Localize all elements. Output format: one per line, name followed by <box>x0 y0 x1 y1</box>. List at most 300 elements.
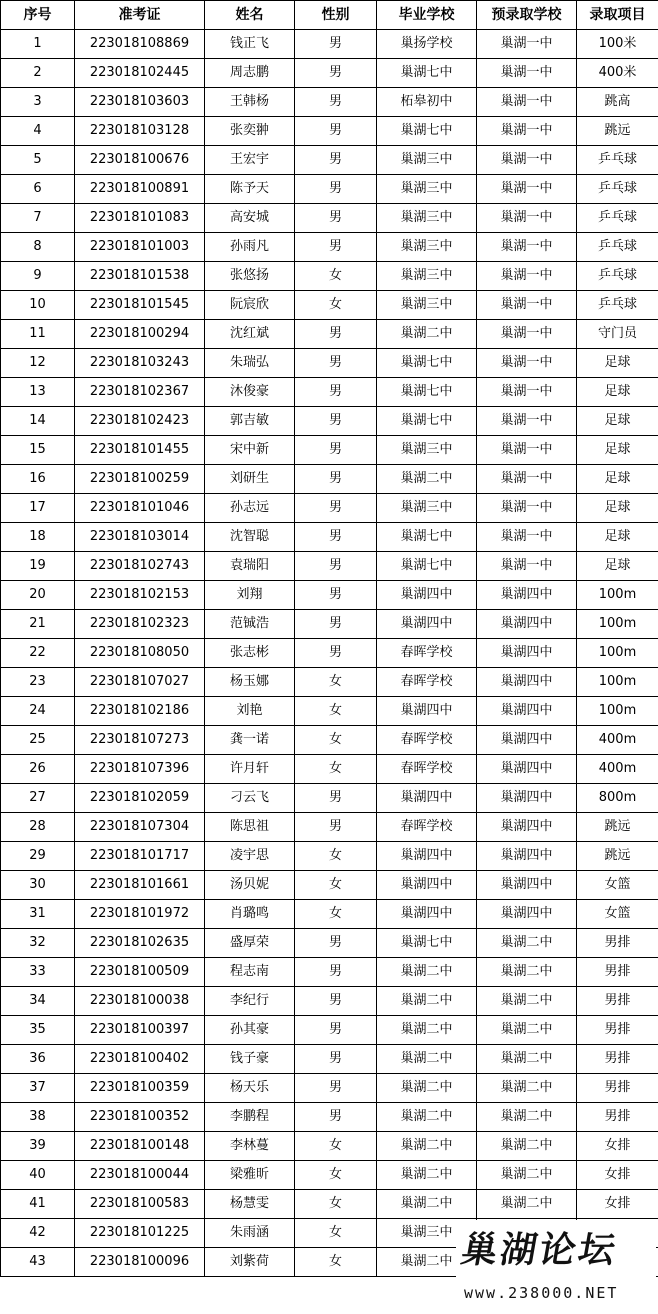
cell-gender: 女 <box>295 842 377 871</box>
cell-sport-item: 800m <box>577 784 658 813</box>
cell-sport-item: 100m <box>577 668 658 697</box>
table-row <box>1 1132 658 1161</box>
cell-index: 12 <box>1 349 75 378</box>
cell-exam-id: 223018100294 <box>75 320 205 349</box>
cell-index: 31 <box>1 900 75 929</box>
cell-gender: 男 <box>295 436 377 465</box>
cell-name: 李纪行 <box>205 987 295 1016</box>
cell-sport-item: 400m <box>577 726 658 755</box>
cell-graduation-school: 巢湖七中 <box>377 523 477 552</box>
cell-admitted-school: 巢湖四中 <box>477 581 577 610</box>
cell-name: 沈智聪 <box>205 523 295 552</box>
cell-admitted-school: 巢湖二中 <box>477 1016 577 1045</box>
cell-index: 17 <box>1 494 75 523</box>
cell-admitted-school: 巢湖二中 <box>477 1190 577 1219</box>
table-row <box>1 958 658 987</box>
cell-graduation-school: 巢湖二中 <box>377 320 477 349</box>
cell-graduation-school: 巢湖四中 <box>377 784 477 813</box>
cell-name: 张志彬 <box>205 639 295 668</box>
cell-sport-item: 足球 <box>577 465 658 494</box>
cell-name: 汤贝妮 <box>205 871 295 900</box>
cell-sport-item: 400m <box>577 755 658 784</box>
cell-index: 13 <box>1 378 75 407</box>
cell-name: 梁雅昕 <box>205 1161 295 1190</box>
cell-admitted-school: 巢湖四中 <box>477 900 577 929</box>
cell-admitted-school: 巢湖四中 <box>477 639 577 668</box>
cell-gender: 男 <box>295 987 377 1016</box>
cell-sport-item: 足球 <box>577 494 658 523</box>
cell-index: 15 <box>1 436 75 465</box>
cell-sport-item: 男排 <box>577 958 658 987</box>
cell-sport-item: 400米 <box>577 59 658 88</box>
cell-gender: 男 <box>295 610 377 639</box>
cell-exam-id: 223018107027 <box>75 668 205 697</box>
cell-gender: 男 <box>295 1016 377 1045</box>
cell-index: 6 <box>1 175 75 204</box>
header-cell-gender: 性别 <box>295 1 377 30</box>
header-cell-sport-item: 录取项目 <box>577 1 658 30</box>
cell-graduation-school: 巢湖二中 <box>377 1161 477 1190</box>
cell-gender: 女 <box>295 1190 377 1219</box>
cell-graduation-school: 巢湖三中 <box>377 204 477 233</box>
cell-graduation-school: 巢湖七中 <box>377 378 477 407</box>
cell-graduation-school: 巢湖三中 <box>377 233 477 262</box>
table-row <box>1 697 658 726</box>
cell-graduation-school: 春晖学校 <box>377 755 477 784</box>
cell-graduation-school: 巢湖三中 <box>377 175 477 204</box>
cell-graduation-school: 柘皋初中 <box>377 88 477 117</box>
cell-gender: 男 <box>295 146 377 175</box>
cell-exam-id: 223018103243 <box>75 349 205 378</box>
cell-gender: 女 <box>295 1132 377 1161</box>
cell-name: 孙雨凡 <box>205 233 295 262</box>
table-row <box>1 146 658 175</box>
header-cell-admitted-school: 预录取学校 <box>477 1 577 30</box>
cell-exam-id: 223018100148 <box>75 1132 205 1161</box>
cell-sport-item: 女篮 <box>577 871 658 900</box>
cell-graduation-school: 巢湖二中 <box>377 1103 477 1132</box>
cell-gender: 女 <box>295 262 377 291</box>
cell-exam-id: 223018101455 <box>75 436 205 465</box>
cell-sport-item: 跳远 <box>577 813 658 842</box>
cell-admitted-school: 巢湖四中 <box>477 668 577 697</box>
cell-sport-item: 足球 <box>577 436 658 465</box>
cell-exam-id: 223018100583 <box>75 1190 205 1219</box>
table-row <box>1 726 658 755</box>
cell-admitted-school: 巢湖一中 <box>477 349 577 378</box>
cell-admitted-school: 巢湖一中 <box>477 117 577 146</box>
table-row <box>1 233 658 262</box>
cell-gender: 男 <box>295 552 377 581</box>
cell-exam-id: 223018100044 <box>75 1161 205 1190</box>
cell-graduation-school: 巢湖三中 <box>377 146 477 175</box>
cell-graduation-school: 巢湖四中 <box>377 842 477 871</box>
cell-gender: 女 <box>295 697 377 726</box>
cell-index: 42 <box>1 1219 75 1248</box>
cell-name: 刘翔 <box>205 581 295 610</box>
cell-admitted-school: 巢湖二中 <box>477 958 577 987</box>
cell-exam-id: 223018103128 <box>75 117 205 146</box>
cell-exam-id: 223018101661 <box>75 871 205 900</box>
cell-gender: 男 <box>295 117 377 146</box>
cell-index: 25 <box>1 726 75 755</box>
cell-admitted-school: 巢湖一中 <box>477 146 577 175</box>
cell-sport-item: 跳远 <box>577 117 658 146</box>
table-row <box>1 1016 658 1045</box>
cell-admitted-school: 巢湖一中 <box>477 88 577 117</box>
cell-graduation-school: 巢湖二中 <box>377 465 477 494</box>
cell-index: 39 <box>1 1132 75 1161</box>
cell-graduation-school: 春晖学校 <box>377 813 477 842</box>
cell-index: 20 <box>1 581 75 610</box>
cell-index: 24 <box>1 697 75 726</box>
cell-sport-item: 男排 <box>577 987 658 1016</box>
cell-index: 11 <box>1 320 75 349</box>
cell-exam-id: 223018102743 <box>75 552 205 581</box>
cell-gender: 男 <box>295 59 377 88</box>
cell-index: 18 <box>1 523 75 552</box>
cell-name: 程志南 <box>205 958 295 987</box>
cell-graduation-school: 春晖学校 <box>377 668 477 697</box>
cell-admitted-school: 巢湖一中 <box>477 262 577 291</box>
cell-name: 刘研生 <box>205 465 295 494</box>
cell-admitted-school: 巢湖四中 <box>477 726 577 755</box>
cell-exam-id: 223018101538 <box>75 262 205 291</box>
cell-gender: 男 <box>295 465 377 494</box>
cell-exam-id: 223018100038 <box>75 987 205 1016</box>
cell-exam-id: 223018100359 <box>75 1074 205 1103</box>
cell-gender: 男 <box>295 320 377 349</box>
table-row <box>1 175 658 204</box>
cell-admitted-school: 巢湖二中 <box>477 1161 577 1190</box>
cell-name: 刁云飞 <box>205 784 295 813</box>
cell-admitted-school: 巢湖一中 <box>477 465 577 494</box>
cell-gender: 女 <box>295 1248 377 1277</box>
cell-name: 朱雨涵 <box>205 1219 295 1248</box>
cell-exam-id: 223018103014 <box>75 523 205 552</box>
cell-name: 刘艳 <box>205 697 295 726</box>
cell-sport-item: 乒乓球 <box>577 175 658 204</box>
cell-exam-id: 223018101545 <box>75 291 205 320</box>
cell-index: 21 <box>1 610 75 639</box>
cell-index: 32 <box>1 929 75 958</box>
cell-exam-id: 223018107273 <box>75 726 205 755</box>
cell-gender: 男 <box>295 1045 377 1074</box>
table-row <box>1 88 658 117</box>
cell-name: 杨慧雯 <box>205 1190 295 1219</box>
cell-graduation-school: 巢湖七中 <box>377 552 477 581</box>
cell-gender: 男 <box>295 204 377 233</box>
cell-index: 16 <box>1 465 75 494</box>
table-row <box>1 1045 658 1074</box>
cell-exam-id: 223018101003 <box>75 233 205 262</box>
cell-sport-item: 100m <box>577 639 658 668</box>
cell-index: 30 <box>1 871 75 900</box>
cell-sport-item: 足球 <box>577 523 658 552</box>
cell-graduation-school: 巢湖二中 <box>377 987 477 1016</box>
cell-admitted-school: 巢湖一中 <box>477 175 577 204</box>
cell-exam-id: 223018108050 <box>75 639 205 668</box>
table-row <box>1 291 658 320</box>
cell-admitted-school: 巢湖一中 <box>477 552 577 581</box>
cell-sport-item: 100米 <box>577 30 658 59</box>
cell-exam-id: 223018100096 <box>75 1248 205 1277</box>
cell-name: 郭吉敏 <box>205 407 295 436</box>
cell-admitted-school: 巢湖一中 <box>477 407 577 436</box>
cell-admitted-school: 巢湖四中 <box>477 871 577 900</box>
cell-index: 38 <box>1 1103 75 1132</box>
table-row <box>1 436 658 465</box>
cell-name: 陈予天 <box>205 175 295 204</box>
cell-index: 37 <box>1 1074 75 1103</box>
cell-exam-id: 223018103603 <box>75 88 205 117</box>
cell-graduation-school: 巢湖二中 <box>377 1248 477 1277</box>
cell-name: 高安城 <box>205 204 295 233</box>
cell-admitted-school: 巢湖一中 <box>477 494 577 523</box>
cell-name: 李鹏程 <box>205 1103 295 1132</box>
table-row <box>1 639 658 668</box>
cell-name: 王韩杨 <box>205 88 295 117</box>
cell-exam-id: 223018102635 <box>75 929 205 958</box>
cell-index: 34 <box>1 987 75 1016</box>
cell-name: 许月轩 <box>205 755 295 784</box>
cell-sport-item: 跳高 <box>577 88 658 117</box>
cell-sport-item: 女排 <box>577 1132 658 1161</box>
cell-admitted-school: 巢湖二中 <box>477 987 577 1016</box>
table-row <box>1 1103 658 1132</box>
cell-admitted-school: 巢湖四中 <box>477 697 577 726</box>
cell-sport-item: 女篮 <box>577 900 658 929</box>
cell-gender: 男 <box>295 1103 377 1132</box>
cell-index: 2 <box>1 59 75 88</box>
table-row <box>1 610 658 639</box>
cell-exam-id: 223018101225 <box>75 1219 205 1248</box>
cell-index: 14 <box>1 407 75 436</box>
cell-name: 沈红斌 <box>205 320 295 349</box>
table-row <box>1 262 658 291</box>
cell-gender: 男 <box>295 1074 377 1103</box>
cell-name: 张悠扬 <box>205 262 295 291</box>
cell-name: 刘紫荷 <box>205 1248 295 1277</box>
table-row <box>1 929 658 958</box>
cell-admitted-school: 巢湖二中 <box>477 1103 577 1132</box>
cell-exam-id: 223018102423 <box>75 407 205 436</box>
cell-graduation-school: 巢湖二中 <box>377 1132 477 1161</box>
cell-graduation-school: 巢湖四中 <box>377 900 477 929</box>
cell-admitted-school: 巢湖二中 <box>477 1132 577 1161</box>
table-row <box>1 320 658 349</box>
table-row <box>1 784 658 813</box>
cell-exam-id: 223018102153 <box>75 581 205 610</box>
cell-gender: 男 <box>295 233 377 262</box>
cell-exam-id: 223018108869 <box>75 30 205 59</box>
cell-sport-item: 100m <box>577 610 658 639</box>
header-cell-name: 姓名 <box>205 1 295 30</box>
cell-sport-item: 乒乓球 <box>577 262 658 291</box>
table-row <box>1 59 658 88</box>
cell-gender: 男 <box>295 813 377 842</box>
cell-exam-id: 223018107396 <box>75 755 205 784</box>
cell-index: 5 <box>1 146 75 175</box>
cell-name: 孙其豪 <box>205 1016 295 1045</box>
cell-exam-id: 223018101046 <box>75 494 205 523</box>
cell-graduation-school: 巢湖三中 <box>377 262 477 291</box>
cell-exam-id: 223018100891 <box>75 175 205 204</box>
header-cell-graduation-school: 毕业学校 <box>377 1 477 30</box>
cell-index: 26 <box>1 755 75 784</box>
table-row <box>1 668 658 697</box>
cell-gender: 男 <box>295 494 377 523</box>
cell-gender: 男 <box>295 523 377 552</box>
cell-gender: 男 <box>295 958 377 987</box>
cell-exam-id: 223018100259 <box>75 465 205 494</box>
cell-gender: 女 <box>295 726 377 755</box>
cell-index: 8 <box>1 233 75 262</box>
cell-exam-id: 223018100509 <box>75 958 205 987</box>
cell-gender: 女 <box>295 755 377 784</box>
header-cell-exam-id: 准考证 <box>75 1 205 30</box>
cell-exam-id: 223018102323 <box>75 610 205 639</box>
cell-index: 10 <box>1 291 75 320</box>
cell-gender: 男 <box>295 349 377 378</box>
cell-index: 27 <box>1 784 75 813</box>
cell-exam-id: 223018102059 <box>75 784 205 813</box>
table-row <box>1 117 658 146</box>
cell-gender: 男 <box>295 929 377 958</box>
cell-exam-id: 223018102186 <box>75 697 205 726</box>
cell-sport-item: 乒乓球 <box>577 146 658 175</box>
table-row <box>1 1190 658 1219</box>
table-row <box>1 1074 658 1103</box>
cell-name: 钱正飞 <box>205 30 295 59</box>
cell-gender: 女 <box>295 668 377 697</box>
cell-graduation-school: 春晖学校 <box>377 639 477 668</box>
cell-name: 周志鹏 <box>205 59 295 88</box>
cell-name: 陈思祖 <box>205 813 295 842</box>
cell-graduation-school: 巢湖四中 <box>377 581 477 610</box>
cell-name: 张奕翀 <box>205 117 295 146</box>
table-row <box>1 407 658 436</box>
watermark-logo: 巢湖论坛 <box>457 1230 622 1271</box>
cell-exam-id: 223018102367 <box>75 378 205 407</box>
cell-sport-item: 守门员 <box>577 320 658 349</box>
cell-exam-id: 223018101083 <box>75 204 205 233</box>
cell-exam-id: 223018107304 <box>75 813 205 842</box>
cell-name: 凌宇思 <box>205 842 295 871</box>
table-row <box>1 378 658 407</box>
cell-name: 钱子豪 <box>205 1045 295 1074</box>
table-row <box>1 1161 658 1190</box>
cell-graduation-school: 巢湖二中 <box>377 1045 477 1074</box>
cell-graduation-school: 巢湖七中 <box>377 59 477 88</box>
cell-exam-id: 223018101717 <box>75 842 205 871</box>
cell-graduation-school: 春晖学校 <box>377 726 477 755</box>
cell-sport-item: 男排 <box>577 1016 658 1045</box>
cell-gender: 女 <box>295 1161 377 1190</box>
cell-name: 朱瑞弘 <box>205 349 295 378</box>
cell-exam-id: 223018100397 <box>75 1016 205 1045</box>
cell-name: 龚一诺 <box>205 726 295 755</box>
cell-admitted-school: 巢湖一中 <box>477 59 577 88</box>
cell-index: 40 <box>1 1161 75 1190</box>
cell-admitted-school: 巢湖一中 <box>477 291 577 320</box>
table-row <box>1 900 658 929</box>
cell-graduation-school: 巢湖二中 <box>377 1016 477 1045</box>
forum-watermark <box>456 1220 656 1312</box>
cell-name: 杨天乐 <box>205 1074 295 1103</box>
cell-gender: 女 <box>295 291 377 320</box>
cell-sport-item: 男排 <box>577 1074 658 1103</box>
cell-sport-item: 乒乓球 <box>577 204 658 233</box>
cell-sport-item: 乒乓球 <box>577 233 658 262</box>
cell-admitted-school: 巢湖一中 <box>477 378 577 407</box>
table-row <box>1 842 658 871</box>
cell-graduation-school: 巢湖七中 <box>377 407 477 436</box>
cell-index: 33 <box>1 958 75 987</box>
cell-index: 23 <box>1 668 75 697</box>
cell-index: 22 <box>1 639 75 668</box>
cell-gender: 男 <box>295 175 377 204</box>
cell-graduation-school: 巢湖三中 <box>377 291 477 320</box>
cell-exam-id: 223018101972 <box>75 900 205 929</box>
table-row <box>1 523 658 552</box>
cell-gender: 男 <box>295 88 377 117</box>
cell-graduation-school: 巢湖二中 <box>377 1190 477 1219</box>
cell-index: 19 <box>1 552 75 581</box>
cell-gender: 女 <box>295 871 377 900</box>
cell-sport-item: 跳远 <box>577 842 658 871</box>
cell-index: 3 <box>1 88 75 117</box>
cell-admitted-school: 巢湖一中 <box>477 204 577 233</box>
table-row <box>1 813 658 842</box>
cell-index: 1 <box>1 30 75 59</box>
header-cell-index: 序号 <box>1 1 75 30</box>
cell-gender: 男 <box>295 639 377 668</box>
cell-name: 王宏宇 <box>205 146 295 175</box>
cell-index: 43 <box>1 1248 75 1277</box>
cell-index: 35 <box>1 1016 75 1045</box>
cell-graduation-school: 巢湖七中 <box>377 117 477 146</box>
cell-gender: 男 <box>295 378 377 407</box>
cell-admitted-school: 巢湖一中 <box>477 320 577 349</box>
table-row <box>1 349 658 378</box>
cell-graduation-school: 巢湖三中 <box>377 436 477 465</box>
cell-sport-item: 足球 <box>577 349 658 378</box>
table-row <box>1 871 658 900</box>
cell-gender: 男 <box>295 581 377 610</box>
watermark-url: www.238000.NET <box>464 1284 619 1302</box>
table-row <box>1 552 658 581</box>
cell-index: 9 <box>1 262 75 291</box>
cell-graduation-school: 巢扬学校 <box>377 30 477 59</box>
cell-graduation-school: 巢湖四中 <box>377 697 477 726</box>
cell-index: 41 <box>1 1190 75 1219</box>
table-row <box>1 581 658 610</box>
table-row <box>1 465 658 494</box>
table-row <box>1 30 658 59</box>
cell-sport-item: 乒乓球 <box>577 291 658 320</box>
cell-name: 孙志远 <box>205 494 295 523</box>
cell-sport-item: 100m <box>577 581 658 610</box>
cell-index: 36 <box>1 1045 75 1074</box>
cell-name: 宋中新 <box>205 436 295 465</box>
cell-sport-item: 足球 <box>577 407 658 436</box>
table-row <box>1 987 658 1016</box>
cell-graduation-school: 巢湖四中 <box>377 871 477 900</box>
cell-name: 李林蔓 <box>205 1132 295 1161</box>
cell-admitted-school: 巢湖二中 <box>477 1074 577 1103</box>
cell-exam-id: 223018100352 <box>75 1103 205 1132</box>
